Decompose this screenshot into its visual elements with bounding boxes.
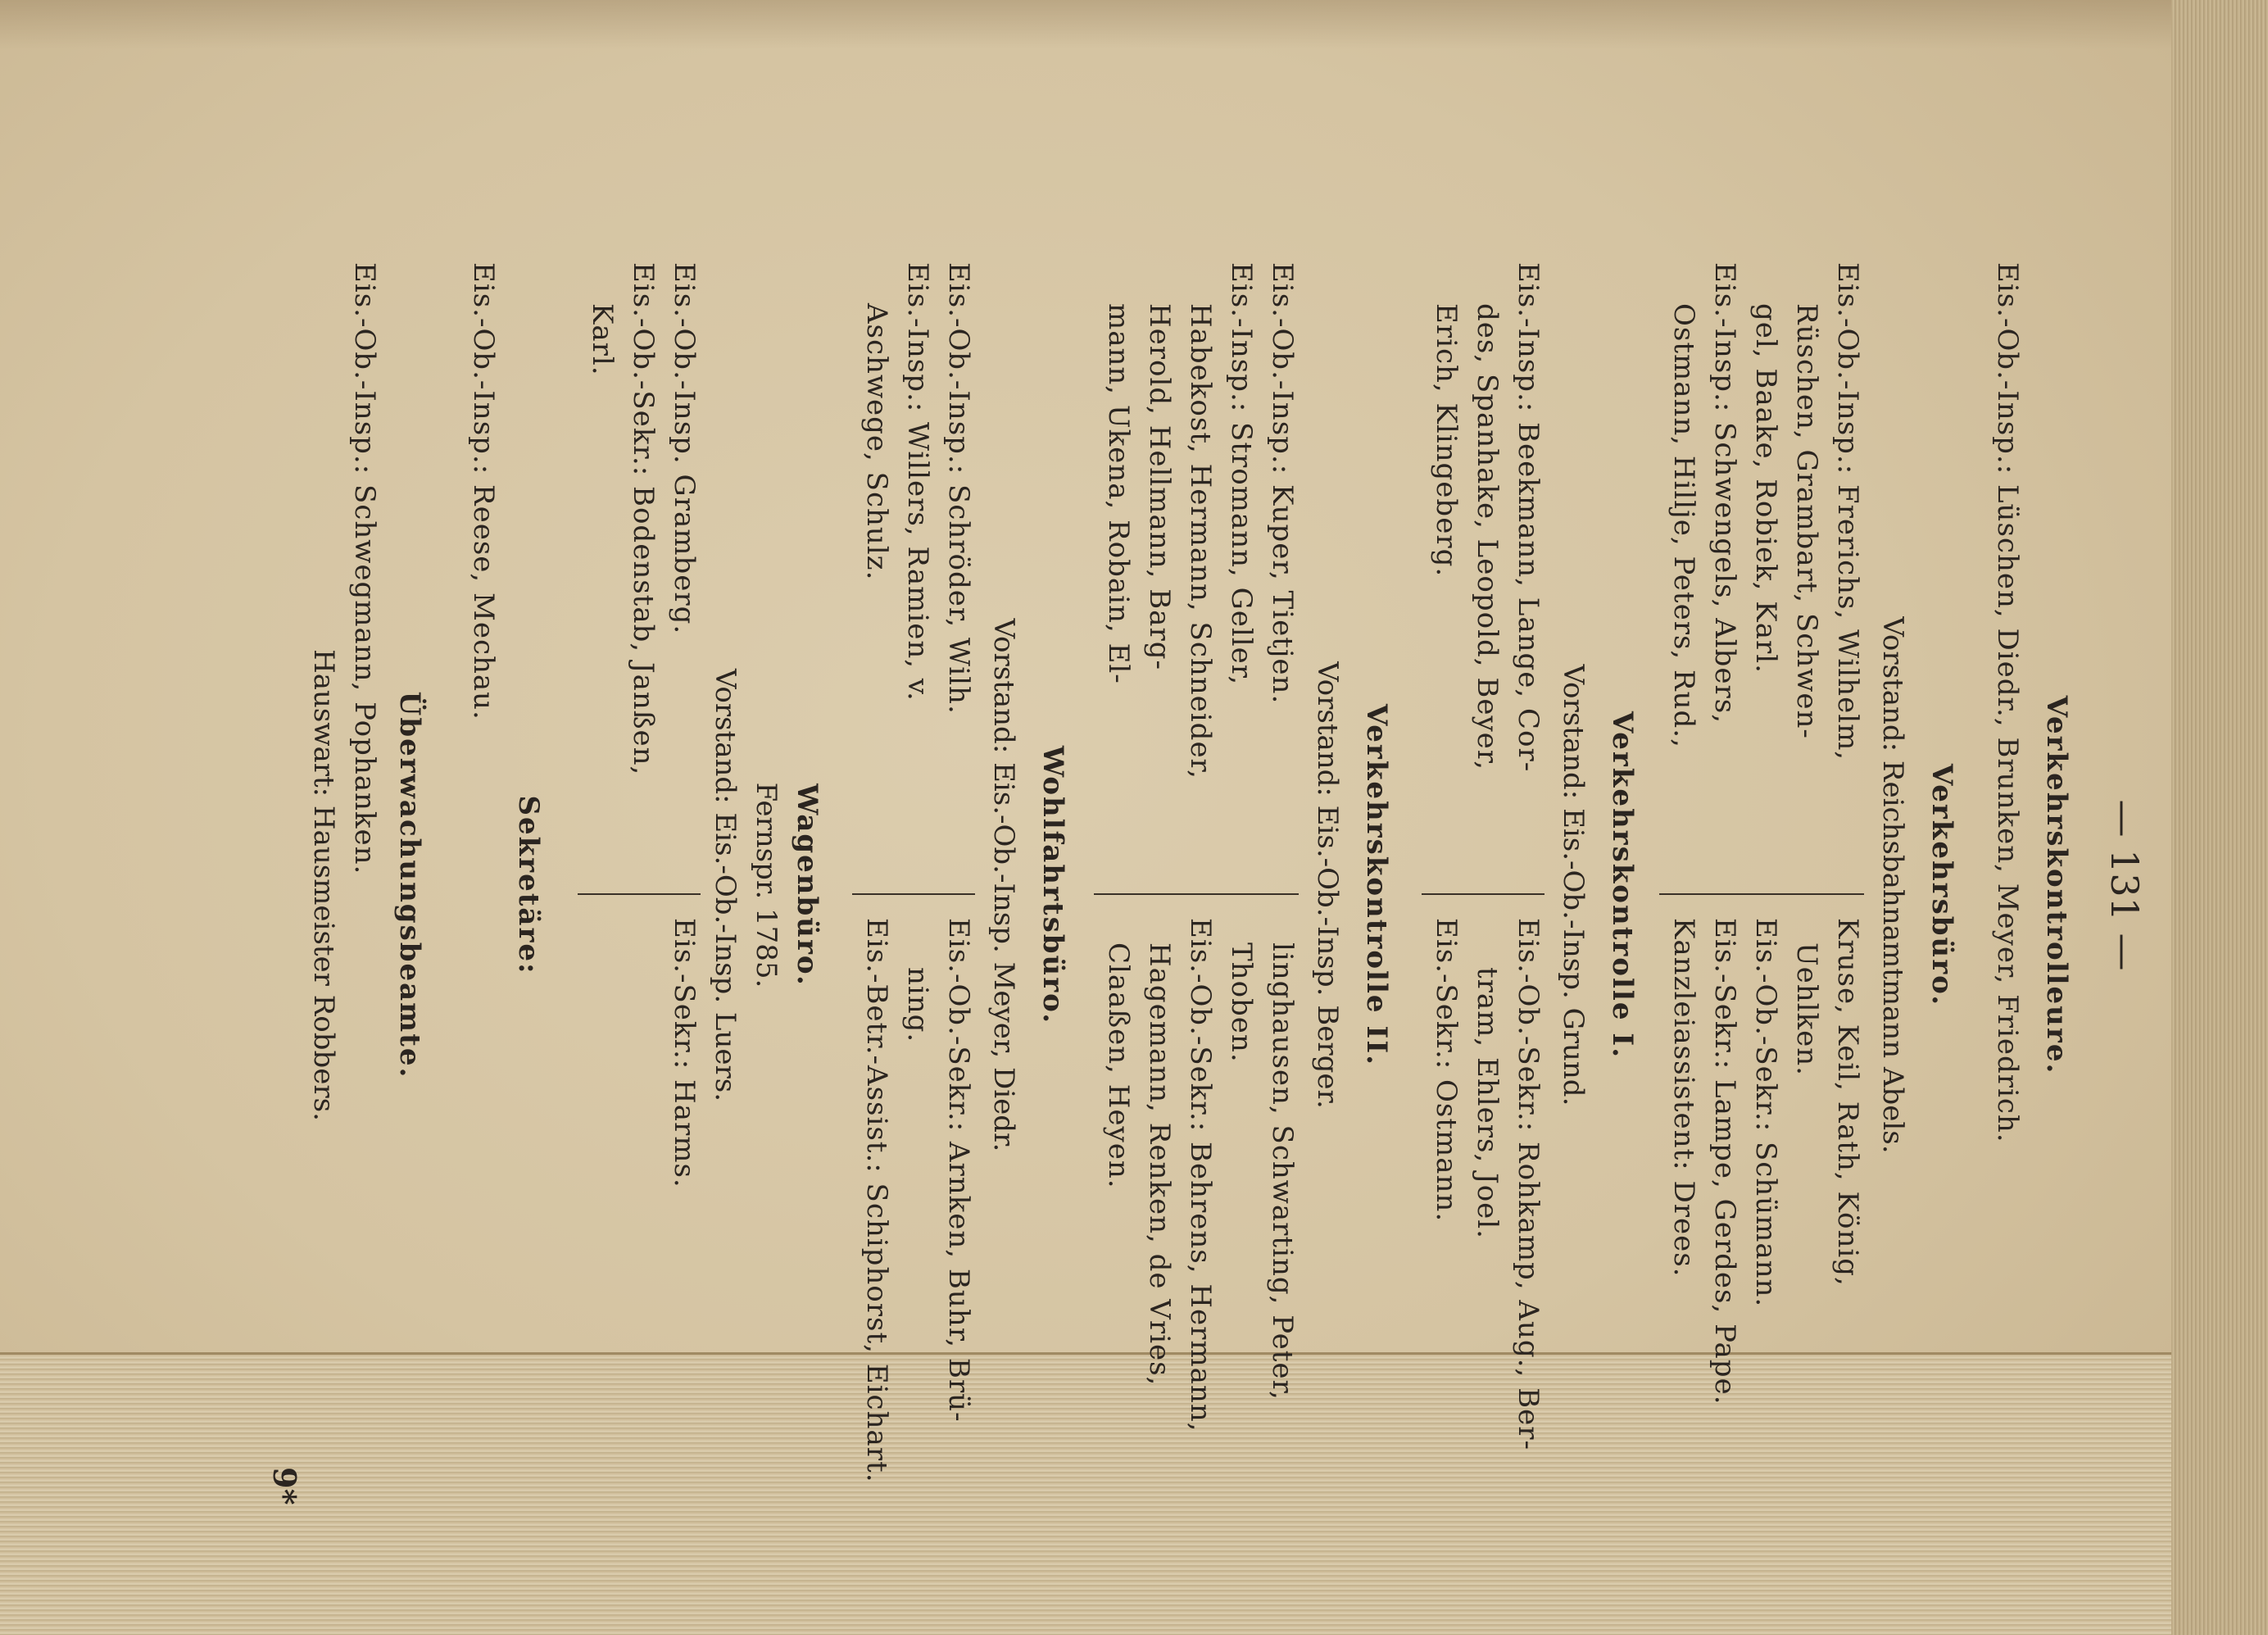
text-line: Eis.-Insp.: Beekmann, Lange, Cor- xyxy=(1512,262,1545,773)
text-line: Eis.-Ob.-Insp.: Schröder, Wilh. xyxy=(942,262,975,715)
text-line: Erich, Klingeberg. xyxy=(1430,303,1463,578)
text-line: Hagemann, Renken, de Vries, xyxy=(1143,942,1176,1387)
page-number: — 131 — xyxy=(2102,799,2147,971)
text-line: Eis.-Sekr.: Harms. xyxy=(668,918,701,1188)
column-divider xyxy=(578,893,701,895)
text-line: Eis.-Insp.: Schwengels, Albers, xyxy=(1708,262,1741,724)
section-title-verkehrskontrolle-2: Verkehrskontrolle II. xyxy=(1360,704,1393,1066)
text-line: Uehlken. xyxy=(1790,942,1823,1076)
vorstand-line: Vorstand: Eis.-Ob.-Insp. Luers. xyxy=(709,668,742,1102)
section-title-verkehrskontrolleure: Verkehrskontrolleure. xyxy=(2040,695,2073,1075)
text-line: Rüschen, Grambart, Schwen- xyxy=(1790,303,1823,739)
text-line: Eis.-Betr.-Assist.: Schiphorst, Eichart. xyxy=(860,918,893,1483)
text-line: Eis.-Ob.-Insp.: Kuper, Tietjen. xyxy=(1266,262,1299,705)
text-line: Eis.-Ob.-Sekr.: Behrens, Hermann, xyxy=(1184,918,1217,1433)
section-title-wohlfahrtsbuero: Wohlfahrtsbüro. xyxy=(1036,745,1069,1025)
text-line: Eis.-Ob.-Insp.: Lüschen, Diedr., Brunken, Meyer, Friedrich. xyxy=(1991,262,2024,1143)
page-gutter-shadow xyxy=(0,0,2171,49)
section-title-sekretaere: Sekretäre: xyxy=(512,795,545,975)
text-line: Eis.-Ob.-Insp.: Schwegmann, Pophanken. xyxy=(348,262,381,875)
text-line: ning. xyxy=(901,967,934,1043)
section-title-wagenbuero: Wagenbüro. xyxy=(791,783,823,987)
text-line: mann, Ukena, Robain, El- xyxy=(1102,303,1135,684)
text-line: Eis.-Ob.-Insp.: Frerichs, Wilhelm, xyxy=(1831,262,1864,761)
vorstand-line: Vorstand: Eis.-Ob.-Insp. Meyer, Diedr. xyxy=(987,618,1020,1152)
text-line: Habekost, Hermann, Schneider, xyxy=(1184,303,1217,779)
text-line: Ostmann, Hillje, Peters, Rud., xyxy=(1667,303,1700,748)
fernsprecher-line: Fernspr. 1785. xyxy=(750,782,782,988)
text-line: Eis.-Ob.-Sekr.: Arnken, Buhr, Brü- xyxy=(942,918,975,1423)
text-line: Thoben. xyxy=(1225,942,1258,1063)
column-divider xyxy=(852,893,975,895)
text-line: Kruse, Keil, Rath, König, xyxy=(1831,918,1864,1287)
text-line: Eis.-Ob.-Sekr.: Bodenstab, Janßen, xyxy=(627,262,660,776)
column-divider xyxy=(1422,893,1545,895)
text-line: Eis.-Ob.-Sekr.: Schümann. xyxy=(1749,918,1782,1308)
column-divider xyxy=(1659,893,1864,895)
text-line: Aschwege, Schulz. xyxy=(860,303,893,581)
section-title-verkehrsbuero: Verkehrsbüro. xyxy=(1926,763,1958,1007)
text-line: Eis.-Ob.-Insp.: Reese, Mechau. xyxy=(467,262,500,720)
column-divider xyxy=(1094,893,1299,895)
text-line: Hauswart: Hausmeister Robbers. xyxy=(307,649,340,1121)
vorstand-line: Vorstand: Reichsbahnamtmann Abels. xyxy=(1876,616,1909,1154)
section-title-verkehrskontrolle-1: Verkehrskontrolle I. xyxy=(1606,711,1639,1060)
page-edges xyxy=(2171,0,2268,1635)
text-line: Eis.-Ob.-Insp. Gramberg. xyxy=(668,262,701,635)
text-line: Eis.-Insp.: Willers, Ramien, v. xyxy=(901,262,934,702)
text-line: Claaßen, Heyen. xyxy=(1102,942,1135,1189)
vorstand-line: Vorstand: Eis.-Ob.-Insp. Grund. xyxy=(1557,664,1590,1106)
text-line: Eis.-Sekr.: Lampe, Gerdes, Pape. xyxy=(1708,918,1741,1406)
text-line: Herold, Hellmann, Barg- xyxy=(1143,303,1176,670)
text-line: des, Spanhake, Leopold, Beyer, xyxy=(1471,303,1504,771)
text-line: Eis.-Insp.: Stromann, Geller, xyxy=(1225,262,1258,686)
vorstand-line: Vorstand: Eis.-Ob.-Insp. Berger. xyxy=(1311,661,1344,1109)
text-line: tram, Ehlers, Joel. xyxy=(1471,967,1504,1239)
section-title-ueberwachungsbeamte: Überwachungsbeamte. xyxy=(393,691,426,1079)
text-line: gel, Baake, Robiek, Karl. xyxy=(1749,303,1782,674)
text-line: linghausen, Schwarting, Peter, xyxy=(1266,942,1299,1401)
text-line: Eis.-Ob.-Sekr.: Rohkamp, Aug., Ber- xyxy=(1512,918,1545,1451)
text-line: Eis.-Sekr.: Ostmann. xyxy=(1430,918,1463,1223)
text-line: Karl. xyxy=(586,303,619,376)
page-text-block xyxy=(262,213,2147,1557)
text-line: Kanzleiassistent: Drees. xyxy=(1667,918,1700,1278)
signature-mark: 9* xyxy=(266,1467,303,1506)
